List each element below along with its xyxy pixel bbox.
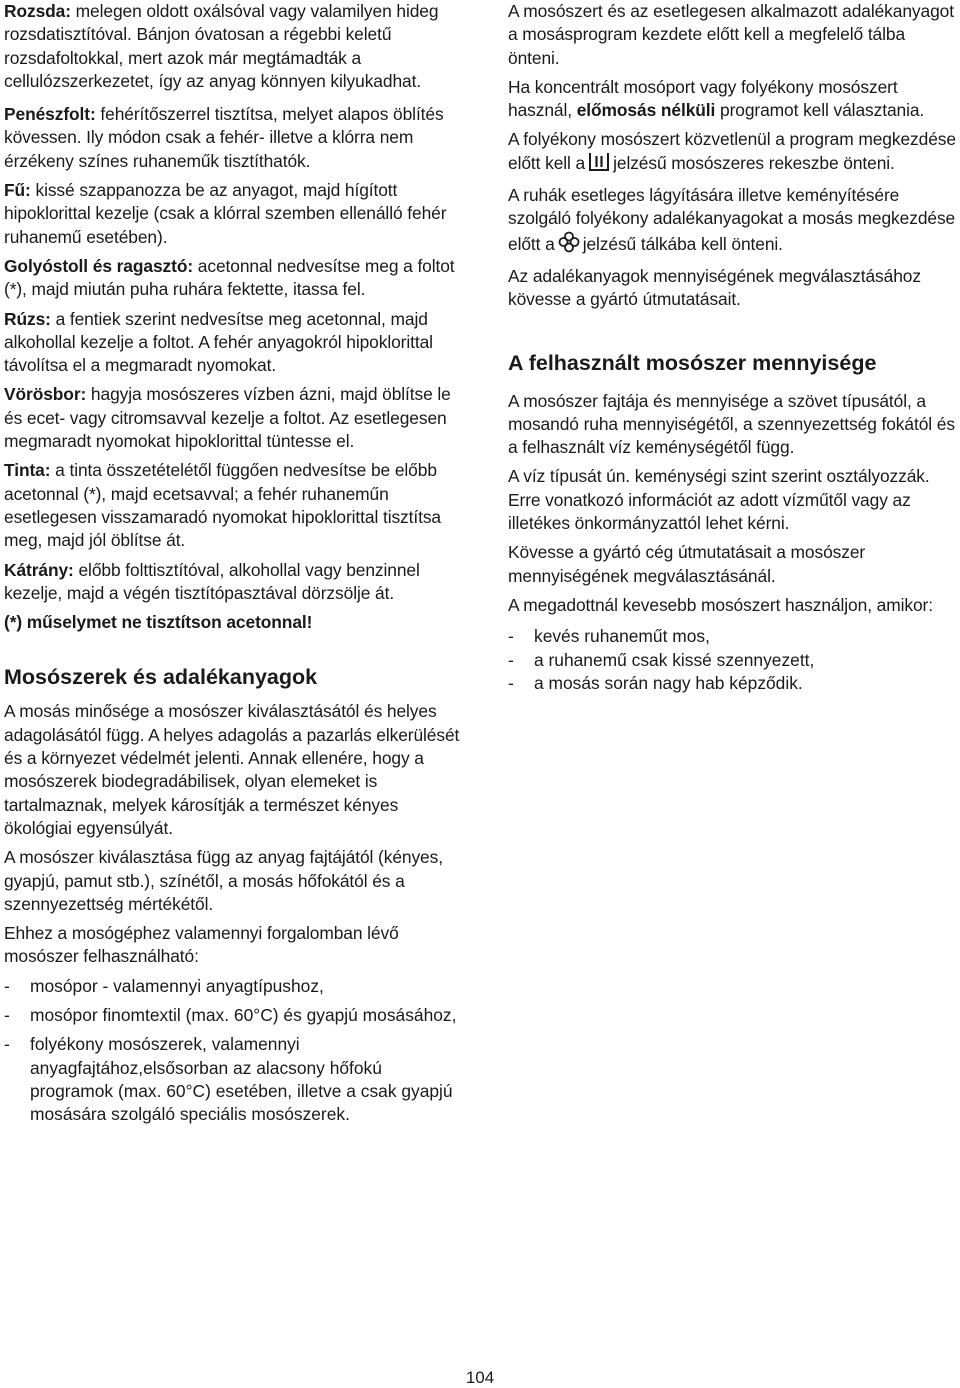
page-number: 104 (465, 1368, 495, 1387)
stain-rust (4, 0, 466, 93)
paragraph: Ehhez a mosógéphez valamennyi forgalomban lévő mosószer felhasználható: (4, 923, 399, 967)
stain-label: Golyóstoll és ragasztó: (4, 255, 194, 276)
stain-label: Rozsda: (4, 1, 71, 21)
list-item: - a mosás során nagy hab képződik. (508, 672, 960, 695)
stain-ink (4, 459, 466, 552)
stain-text: kissé szappanozza be az anyagot, majd hígított hipoklorittal kezelje (csak a klórral szemben ellenálló fehér ruhanemű esetében). (4, 180, 447, 247)
text: A folyékony mosószert közvetlenül a program megkezdése előtt kell a (508, 129, 956, 173)
paragraph: A mosószer fajtája és mennyisége a szövet típusától, a mosandó ruha mennyiségétől, a szennyezettség fokától és a felhasznált víz keménységétől függ. (508, 390, 955, 458)
paragraph: A mosószer kiválasztása függ az anyag fajtájától (kényes, gyapjú, pamut stb.), színétől, a mosás hőfokától és a szennyezettség mértékétől. (4, 847, 443, 914)
text: programot kell választania. (715, 100, 925, 121)
stain-label: Kátrány: (4, 559, 74, 580)
stain-text: a fentiek szerint nedvesítse meg acetonnal, majd alkohollal kezelje a foltot. A fehér anyagokról hipoklorittal távolítsa el a megmaradt nyomokat. (4, 308, 433, 376)
flower-softener-icon (558, 231, 580, 259)
paragraph: A mosás minősége a mosószer kiválasztásától és helyes adagolásától függ. A helyes adagolás a pazarlás elkerülését és a környezet védelmét jelenti. Annak ellenére, hogy a mosószerek biodegradábilisek, olyan elemeket is tartalmaznak, melyek károsítják a természet kényes ökológiai egyensúlyát. (4, 701, 460, 838)
stain-text: előbb folttisztítóval, alkohollal vagy benzinnel kezelje, majd a végén tisztítópasztával dörzsölje át. (4, 559, 420, 603)
list-item: - kevés ruhaneműt mos, (508, 625, 960, 648)
left-column (4, 0, 466, 1132)
stain-ballpoint-glue (4, 255, 466, 302)
section-heading-detergents: Mosószerek és adalékanyagok (4, 665, 318, 690)
stain-text: acetonnal nedvesítse meg a foltot (*), majd miután puha ruhára fektette, itassa fel. (4, 255, 455, 300)
text: Ha koncentrált mosóport vagy folyékony mosószert használ, (508, 76, 898, 121)
stain-red-wine (4, 383, 466, 453)
emphasis: előmosás nélküli (576, 100, 716, 121)
list-item: - mosópor finomtextil (max. 60°C) és gyapjú mosásához, (4, 1004, 466, 1027)
right-column (508, 0, 960, 695)
paragraph: A megadottnál kevesebb mosószert használjon, amikor: (508, 594, 933, 615)
stain-text: a tinta összetételétől függően nedvesítse be előbb acetonnal (*), majd ecetsavval; a fehér ruhaneműn esetlegesen visszamaradó nyomokat hipoklorittal tisztítsa meg, majd jól öblítse át. (4, 460, 442, 551)
list-item: - folyékony mosószerek, valamennyi anyagfajtához,elsősorban az alacsony hőfokú programok (max. 60°C) esetében, illetve a csak gyapjú mosására szolgáló speciális mosószerek. (4, 1033, 466, 1126)
text: jelzésű mosószeres rekeszbe önteni. (613, 152, 895, 173)
paragraph (508, 184, 960, 259)
paragraph (508, 128, 960, 178)
stain-text: hagyja mosószeres vízben ázni, majd öblítse le és ecet- vagy citromsavval kezelje a foltot. Az esetlegesen megmaradt nyomokat hipoklorittal tüntesse el. (4, 384, 451, 452)
acetone-warning (4, 611, 466, 634)
paragraph: Az adalékanyagok mennyiségének megválasztásához kövesse a gyártó útmutatásait. (508, 265, 921, 310)
text: A ruhák esetleges lágyítására illetve keményítésére szolgáló folyékony adalékanyagokat a mosás megkezdése előtt a (508, 185, 956, 254)
detergent-list (4, 975, 466, 1127)
stain-mold (4, 103, 466, 173)
paragraph (508, 76, 960, 123)
stain-lipstick (4, 308, 466, 378)
paragraph: A víz típusát ún. keménységi szint szerint osztályozzák. Erre vonatkozó információt az adott vízműtől vagy az illetékes önkormányzattól lehet kérni. (508, 466, 930, 534)
reduce-detergent-list (508, 625, 960, 695)
stain-label: Vörösbor: (4, 384, 87, 405)
list-item: - a ruhanemű csak kissé szennyezett, (508, 649, 960, 672)
paragraph: Kövesse a gyártó cég útmutatásait a mosószer mennyiségének megválasztásánál. (508, 542, 866, 586)
stain-label: Fű: (4, 180, 31, 201)
stain-text: melegen oldott oxálsóval vagy valamilyen hideg rozsdatisztítóval. Bánjon óvatosan a régebbi keletű rozsdafoltokkal, mert azok már megtámadták a cellulózszerkezetet, így az anyag könnyen kilyukadhat. (4, 1, 439, 91)
stain-text: fehérítőszerrel tisztítsa, melyet alapos öblítés kövessen. Ily módon csak a fehér- illetve a klórra nem érzékeny színes ruhaneműk tisztíthatók. (4, 104, 444, 171)
text: jelzésű tálkába kell önteni. (582, 233, 783, 254)
paragraph: A mosószert és az esetlegesen alkalmazott adalékanyagot a mosásprogram kezdete előtt kell a megfelelő tálba önteni. (508, 1, 954, 68)
stain-label: Tinta: (4, 460, 51, 481)
stain-label: Rúzs: (4, 308, 51, 329)
warning-text: (*) műselymet ne tisztítson acetonnal! (4, 612, 313, 633)
section-heading-detergent-quantity: A felhasznált mosószer mennyisége (508, 350, 877, 375)
detergent-compartment-II-icon (588, 152, 610, 178)
stain-grass (4, 179, 466, 249)
stain-tar (4, 559, 466, 606)
list-item: - mosópor - valamennyi anyagtípushoz, (4, 975, 466, 998)
stain-label: Penészfolt: (4, 104, 96, 125)
